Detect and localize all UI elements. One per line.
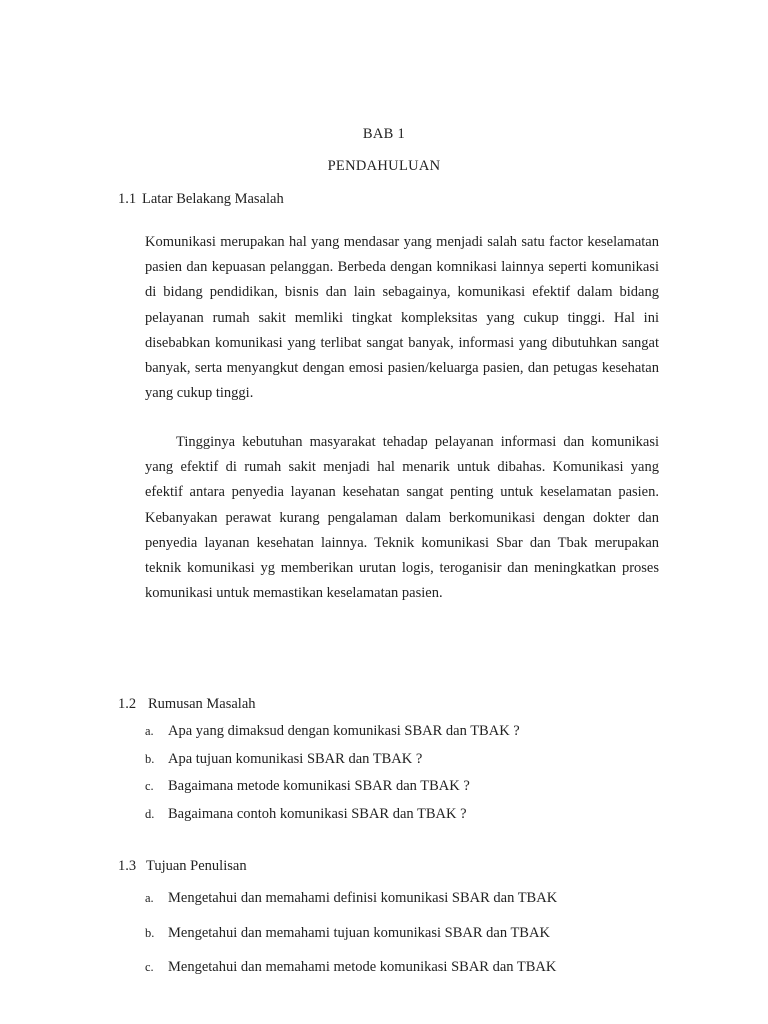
tujuan-penulisan-list: [145, 890, 557, 994]
list-item: [145, 806, 520, 834]
list-marker: b.: [145, 751, 155, 766]
section-heading-text: Latar Belakang Masalah: [142, 191, 284, 207]
section-heading-text: Rumusan Masalah: [148, 696, 256, 712]
chapter-title: PENDAHULUAN: [327, 158, 441, 174]
section-number: 1.3: [118, 858, 137, 874]
list-item-text: Bagaimana metode komunikasi SBAR dan TBAK ?: [168, 778, 470, 795]
section-number: 1.1: [118, 191, 137, 207]
section-heading-text: Tujuan Penulisan: [146, 858, 247, 874]
list-item-text: Mengetahui dan memahami metode komunikasi SBAR dan TBAK: [168, 959, 557, 975]
list-marker: b.: [145, 925, 155, 940]
paragraph-latar-belakang-2: Tingginya kebutuhan masyarakat tehadap pelayanan informasi dan komunikasi yang efektif di rumah sakit menjadi hal menarik untuk dibahas. Komunikasi yang efektif antara penyedia layanan kesehatan sangat penting untuk keselamatan pasien. Kebanyakan perawat kurang pengalaman dalam berkomunikasi dengan dokter dan penyedia layanan kesehatan lainnya. Teknik komunikasi Sbar dan Tbak merupakan teknik komunikasi yg memberikan urutan logis, teroganisir dan meningkatkan proses komunikasi untuk memastikan keselamatan pasien.: [145, 434, 659, 602]
list-item-text: Apa yang dimaksud dengan komunikasi SBAR dan TBAK ?: [168, 723, 520, 739]
section-heading-latar-belakang: [118, 191, 284, 208]
list-marker: a.: [145, 891, 154, 905]
list-item: [145, 925, 557, 960]
list-item-text: Bagaimana contoh komunikasi SBAR dan TBAK ?: [168, 805, 467, 822]
list-marker: c.: [145, 960, 154, 974]
list-item: [145, 723, 520, 751]
list-marker: c.: [145, 779, 154, 794]
section-number: 1.2: [118, 696, 137, 712]
rumusan-masalah-list: [145, 723, 520, 833]
list-item-text: Mengetahui dan memahami tujuan komunikasi SBAR dan TBAK: [168, 924, 550, 941]
list-marker: d.: [145, 806, 155, 821]
list-item-text: Mengetahui dan memahami definisi komunikasi SBAR dan TBAK: [168, 890, 558, 906]
list-marker: a.: [145, 724, 154, 738]
paragraph-latar-belakang-1: Komunikasi merupakan hal yang mendasar yang menjadi salah satu factor keselamatan pasien dan kepuasan pelanggan. Berbeda dengan komnikasi lainnya seperti komunikasi di bidang pendidikan, bisnis dan lain sebagainya, komunikasi efektif dalam bidang pelayanan rumah sakit memliki tingkat kompleksitas yang cukup tinggi. Hal ini disebabkan komunikasi yang terlibat sangat banyak, informasi yang dibutuhkan sangat banyak, serta menyangkut dengan emosi pasien/keluarga pasien, dan petugas kesehatan yang cukup tinggi.: [145, 234, 659, 402]
chapter-label: BAB 1: [362, 126, 406, 142]
list-item-text: Apa tujuan komunikasi SBAR dan TBAK ?: [168, 750, 423, 767]
section-heading-tujuan-penulisan: [118, 858, 247, 875]
list-item: [145, 778, 520, 806]
section-heading-rumusan-masalah: [118, 696, 256, 713]
list-item: [145, 751, 520, 779]
list-item: [145, 959, 557, 994]
list-item: [145, 890, 557, 925]
